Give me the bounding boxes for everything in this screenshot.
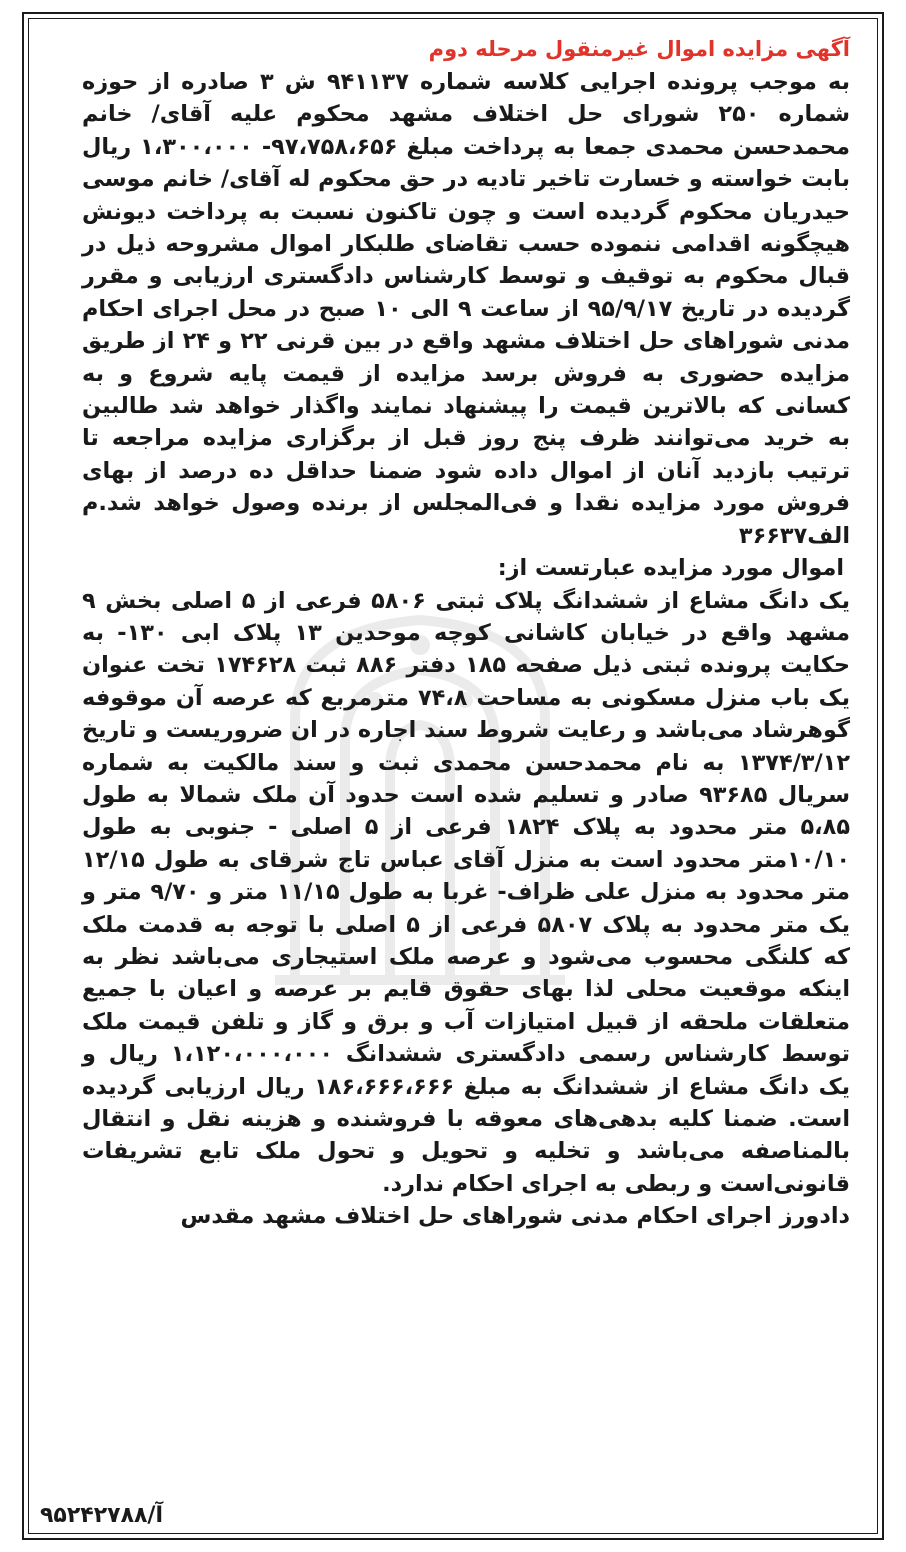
notice-paragraph-property: یک دانگ مشاع از ششدانگ پلاک ثبتی ۵۸۰۶ فرعی از ۵ اصلی بخش ۹ مشهد واقع در خیابان کاشانی کوچه موحدین ۱۳ پلاک ابی ۱۳۰- به حکایت پرونده ثبتی ذیل صفحه ۱۸۵ دفتر ۸۸۶ ثبت ۱۷۴۶۲۸ تخت عنوان یک باب منزل مسکونی به مساحت ۷۴،۸ مترمربع که عرصه آن موقوفه گوهرشاد می‌باشد و رعایت شروط سند اجاره در ان ضروریست و تاریخ ۱۳۷۴/۳/۱۲ به نام محمدحسن محمدی ثبت و سند مالکیت به شماره سریال ۹۳۶۸۵ صادر و تسلیم شده است حدود آن ملک شمالا به طول ۵،۸۵ متر محدود به پلاک ۱۸۲۴ فرعی از ۵ اصلی - جنوبی به طول ۱۰/۱۰متر محدود است به منزل آقای عباس تاج شرقای به طول ۱۲/۱۵ متر محدود به منزل علی ظراف- غربا به طول ۱۱/۱۵ متر و ۹/۷۰ متر و یک متر محدود به پلاک ۵۸۰۷ فرعی از ۵ اصلی با توجه به قدمت ملک که کلنگی محسوب می‌شود و عرصه ملک استیجاری می‌باشد نظر به اینکه موقعیت محلی لذا بهای حقوق قایم بر عرصه و اعیان با جمیع متعلقات ملحقه از قبیل امتیازات آب و برق و گاز و تلفن قیمت ملک توسط کارشناس رسمی دادگستری ششدانگ ۱،۱۲۰،۰۰۰،۰۰۰ ریال و یک دانگ مشاع از ششدانگ به مبلغ ۱۸۶،۶۶۶،۶۶۶ ریال ارزیابی گردیده است. ضمنا کلیه بدهی‌های معوقه با فروشنده و هزینه نقل و انتقال بالمناصفه می‌باشد و تخلیه و تحویل و تحول ملک تابع تشریفات قانونی‌است و ربطی به اجرای احکام ندارد. (82, 587, 851, 1197)
notice-subheading: اموال مورد مزایده عبارتست از: (497, 555, 844, 582)
notice-signature: دادورز اجرای احکام مدنی شوراهای حل اختلاف مشهد مقدس (180, 1203, 850, 1230)
notice-content (82, 32, 850, 1233)
notice-reference-code: آ/۹۵۲۴۲۷۸۸ (40, 1503, 163, 1528)
notice-title: آگهی مزایده اموال غیرمنقول مرحله دوم (428, 37, 850, 61)
notice-paragraph-case: به موجب پرونده اجرایی کلاسه شماره ۹۴۱۱۳۷ ش ۳ صادره از حوزه شماره ۲۵۰ شورای حل اختلاف مشهد محکوم علیه آقای/ خانم محمدحسن محمدی جمعا به پرداخت مبلغ ۹۷،۷۵۸،۶۵۶- ۱،۳۰۰،۰۰۰ ریال بابت خواسته و خسارت تاخیر تادیه در حق محکوم له آقای/ خانم موسی حیدریان محکوم گردیده است و چون تاکنون نسبت به پرداخت دیونش هیچگونه اقدامی ننموده حسب تقاضای طلبکار اموال مشروحه ذیل در قبال محکوم به توقیف و توسط کارشناس دادگستری ارزیابی و مقرر گردیده در تاریخ ۹۵/۹/۱۷ از ساعت ۹ الی ۱۰ صبح در محل اجرای احکام مدنی شوراهای حل اختلاف مشهد واقع در بین قرنی ۲۲ و ۲۴ از طریق مزایده حضوری به فروش برسد مزایده از قیمت پایه شروع و به کسانی که بالاترین قیمت را پیشنهاد نمایند واگذار خواهد شد طالبین به خرید می‌توانند ظرف پنج روز قبل از برگزاری مزایده مراجعه تا ترتیب بازدید آنان از اموال داده شود ضمنا حداقل ده درصد از بهای فروش مورد مزایده نقدا و فی‌المجلس از برنده وصول خواهد شد.م الف۳۶۶۳۷ (82, 69, 851, 549)
